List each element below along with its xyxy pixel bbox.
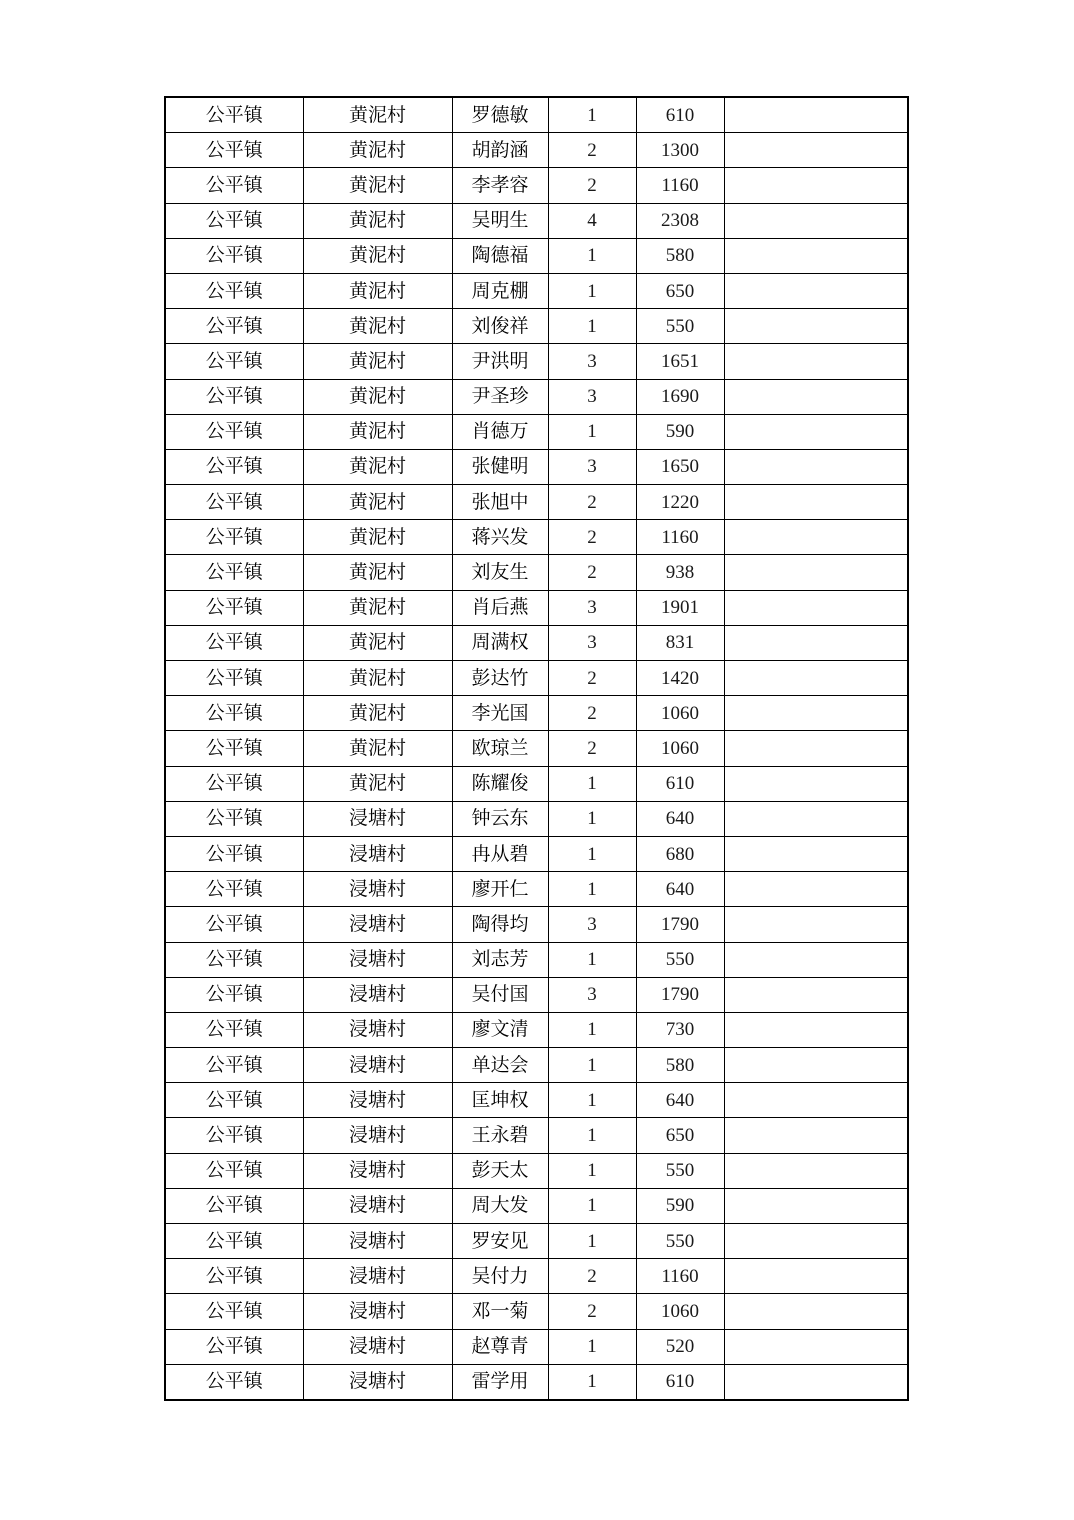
town-cell: 公平镇 xyxy=(165,801,303,836)
town-cell: 公平镇 xyxy=(165,872,303,907)
name-cell: 陶得均 xyxy=(452,907,548,942)
village-cell: 黄泥村 xyxy=(303,133,452,168)
name-cell: 张健明 xyxy=(452,449,548,484)
amount-cell: 550 xyxy=(636,1224,724,1259)
household-members-cell: 4 xyxy=(548,203,636,238)
household-members-cell: 1 xyxy=(548,97,636,133)
remark-cell xyxy=(724,97,908,133)
amount-cell: 1690 xyxy=(636,379,724,414)
village-cell: 黄泥村 xyxy=(303,766,452,801)
name-cell: 罗安见 xyxy=(452,1224,548,1259)
remark-cell xyxy=(724,449,908,484)
village-cell: 浸塘村 xyxy=(303,977,452,1012)
town-cell: 公平镇 xyxy=(165,344,303,379)
town-cell: 公平镇 xyxy=(165,1083,303,1118)
amount-cell: 1651 xyxy=(636,344,724,379)
village-cell: 黄泥村 xyxy=(303,273,452,308)
amount-cell: 520 xyxy=(636,1329,724,1364)
village-cell: 浸塘村 xyxy=(303,801,452,836)
remark-cell xyxy=(724,801,908,836)
name-cell: 罗德敏 xyxy=(452,97,548,133)
village-cell: 黄泥村 xyxy=(303,661,452,696)
household-members-cell: 1 xyxy=(548,273,636,308)
town-cell: 公平镇 xyxy=(165,449,303,484)
town-cell: 公平镇 xyxy=(165,977,303,1012)
town-cell: 公平镇 xyxy=(165,520,303,555)
remark-cell xyxy=(724,309,908,344)
household-members-cell: 1 xyxy=(548,1012,636,1047)
household-members-cell: 2 xyxy=(548,133,636,168)
benefit-list-table xyxy=(164,96,909,1401)
household-members-cell: 1 xyxy=(548,1153,636,1188)
village-cell: 浸塘村 xyxy=(303,1048,452,1083)
remark-cell xyxy=(724,1294,908,1329)
household-members-cell: 2 xyxy=(548,485,636,520)
amount-cell: 1650 xyxy=(636,449,724,484)
table-row xyxy=(165,1188,908,1223)
amount-cell: 1160 xyxy=(636,520,724,555)
remark-cell xyxy=(724,1224,908,1259)
table-row xyxy=(165,168,908,203)
village-cell: 黄泥村 xyxy=(303,625,452,660)
amount-cell: 1790 xyxy=(636,907,724,942)
town-cell: 公平镇 xyxy=(165,414,303,449)
remark-cell xyxy=(724,731,908,766)
remark-cell xyxy=(724,485,908,520)
remark-cell xyxy=(724,133,908,168)
remark-cell xyxy=(724,203,908,238)
household-members-cell: 3 xyxy=(548,977,636,1012)
town-cell: 公平镇 xyxy=(165,309,303,344)
town-cell: 公平镇 xyxy=(165,1224,303,1259)
household-members-cell: 2 xyxy=(548,555,636,590)
table-row xyxy=(165,273,908,308)
village-cell: 浸塘村 xyxy=(303,1294,452,1329)
amount-cell: 1060 xyxy=(636,696,724,731)
household-members-cell: 2 xyxy=(548,1259,636,1294)
table-row xyxy=(165,1118,908,1153)
town-cell: 公平镇 xyxy=(165,97,303,133)
remark-cell xyxy=(724,977,908,1012)
village-cell: 黄泥村 xyxy=(303,309,452,344)
name-cell: 蒋兴发 xyxy=(452,520,548,555)
remark-cell xyxy=(724,1083,908,1118)
household-members-cell: 1 xyxy=(548,942,636,977)
name-cell: 尹圣珍 xyxy=(452,379,548,414)
household-members-cell: 3 xyxy=(548,344,636,379)
table-row xyxy=(165,379,908,414)
remark-cell xyxy=(724,1012,908,1047)
town-cell: 公平镇 xyxy=(165,590,303,625)
household-members-cell: 2 xyxy=(548,1294,636,1329)
table-row xyxy=(165,203,908,238)
name-cell: 周克棚 xyxy=(452,273,548,308)
remark-cell xyxy=(724,1153,908,1188)
household-members-cell: 1 xyxy=(548,1118,636,1153)
table-row xyxy=(165,238,908,273)
household-members-cell: 1 xyxy=(548,766,636,801)
household-members-cell: 2 xyxy=(548,696,636,731)
village-cell: 浸塘村 xyxy=(303,1118,452,1153)
amount-cell: 640 xyxy=(636,872,724,907)
name-cell: 肖后燕 xyxy=(452,590,548,625)
village-cell: 浸塘村 xyxy=(303,836,452,871)
amount-cell: 610 xyxy=(636,1364,724,1400)
name-cell: 邓一菊 xyxy=(452,1294,548,1329)
household-members-cell: 1 xyxy=(548,1364,636,1400)
name-cell: 周大发 xyxy=(452,1188,548,1223)
town-cell: 公平镇 xyxy=(165,1294,303,1329)
name-cell: 周满权 xyxy=(452,625,548,660)
table-row xyxy=(165,1083,908,1118)
amount-cell: 610 xyxy=(636,97,724,133)
town-cell: 公平镇 xyxy=(165,625,303,660)
name-cell: 吴付力 xyxy=(452,1259,548,1294)
household-members-cell: 1 xyxy=(548,1224,636,1259)
table-row xyxy=(165,1012,908,1047)
village-cell: 浸塘村 xyxy=(303,907,452,942)
name-cell: 彭达竹 xyxy=(452,661,548,696)
remark-cell xyxy=(724,555,908,590)
amount-cell: 1220 xyxy=(636,485,724,520)
amount-cell: 580 xyxy=(636,238,724,273)
village-cell: 浸塘村 xyxy=(303,872,452,907)
table-row xyxy=(165,907,908,942)
remark-cell xyxy=(724,520,908,555)
household-members-cell: 1 xyxy=(548,801,636,836)
table-row xyxy=(165,1259,908,1294)
name-cell: 彭天太 xyxy=(452,1153,548,1188)
amount-cell: 730 xyxy=(636,1012,724,1047)
household-members-cell: 1 xyxy=(548,1188,636,1223)
village-cell: 黄泥村 xyxy=(303,97,452,133)
village-cell: 黄泥村 xyxy=(303,590,452,625)
household-members-cell: 1 xyxy=(548,414,636,449)
village-cell: 黄泥村 xyxy=(303,449,452,484)
remark-cell xyxy=(724,1329,908,1364)
household-members-cell: 3 xyxy=(548,590,636,625)
village-cell: 黄泥村 xyxy=(303,731,452,766)
town-cell: 公平镇 xyxy=(165,168,303,203)
amount-cell: 550 xyxy=(636,1153,724,1188)
town-cell: 公平镇 xyxy=(165,907,303,942)
remark-cell xyxy=(724,1364,908,1400)
village-cell: 黄泥村 xyxy=(303,485,452,520)
amount-cell: 938 xyxy=(636,555,724,590)
village-cell: 浸塘村 xyxy=(303,942,452,977)
town-cell: 公平镇 xyxy=(165,731,303,766)
remark-cell xyxy=(724,907,908,942)
amount-cell: 1160 xyxy=(636,1259,724,1294)
amount-cell: 550 xyxy=(636,309,724,344)
table-row xyxy=(165,696,908,731)
amount-cell: 550 xyxy=(636,942,724,977)
village-cell: 浸塘村 xyxy=(303,1188,452,1223)
table-row xyxy=(165,520,908,555)
table-row xyxy=(165,449,908,484)
town-cell: 公平镇 xyxy=(165,1153,303,1188)
amount-cell: 831 xyxy=(636,625,724,660)
name-cell: 廖文清 xyxy=(452,1012,548,1047)
table-row xyxy=(165,801,908,836)
table-row xyxy=(165,872,908,907)
amount-cell: 1901 xyxy=(636,590,724,625)
amount-cell: 650 xyxy=(636,273,724,308)
table-row xyxy=(165,731,908,766)
household-members-cell: 1 xyxy=(548,1329,636,1364)
remark-cell xyxy=(724,273,908,308)
amount-cell: 640 xyxy=(636,801,724,836)
name-cell: 尹洪明 xyxy=(452,344,548,379)
amount-cell: 610 xyxy=(636,766,724,801)
amount-cell: 590 xyxy=(636,1188,724,1223)
remark-cell xyxy=(724,168,908,203)
town-cell: 公平镇 xyxy=(165,942,303,977)
household-members-cell: 1 xyxy=(548,836,636,871)
town-cell: 公平镇 xyxy=(165,1329,303,1364)
table-row xyxy=(165,1329,908,1364)
household-members-cell: 1 xyxy=(548,872,636,907)
amount-cell: 680 xyxy=(636,836,724,871)
village-cell: 黄泥村 xyxy=(303,520,452,555)
household-members-cell: 2 xyxy=(548,731,636,766)
table-row xyxy=(165,661,908,696)
amount-cell: 1790 xyxy=(636,977,724,1012)
table-row xyxy=(165,309,908,344)
remark-cell xyxy=(724,1259,908,1294)
remark-cell xyxy=(724,836,908,871)
remark-cell xyxy=(724,872,908,907)
table-row xyxy=(165,625,908,660)
village-cell: 浸塘村 xyxy=(303,1012,452,1047)
name-cell: 陈耀俊 xyxy=(452,766,548,801)
table-row xyxy=(165,133,908,168)
household-members-cell: 2 xyxy=(548,520,636,555)
village-cell: 浸塘村 xyxy=(303,1364,452,1400)
table-row xyxy=(165,414,908,449)
village-cell: 黄泥村 xyxy=(303,238,452,273)
name-cell: 刘俊祥 xyxy=(452,309,548,344)
village-cell: 浸塘村 xyxy=(303,1224,452,1259)
village-cell: 浸塘村 xyxy=(303,1329,452,1364)
table-row xyxy=(165,766,908,801)
town-cell: 公平镇 xyxy=(165,661,303,696)
amount-cell: 2308 xyxy=(636,203,724,238)
name-cell: 廖开仁 xyxy=(452,872,548,907)
name-cell: 匡坤权 xyxy=(452,1083,548,1118)
table-row xyxy=(165,977,908,1012)
town-cell: 公平镇 xyxy=(165,1118,303,1153)
village-cell: 浸塘村 xyxy=(303,1259,452,1294)
village-cell: 黄泥村 xyxy=(303,414,452,449)
town-cell: 公平镇 xyxy=(165,1188,303,1223)
name-cell: 雷学用 xyxy=(452,1364,548,1400)
remark-cell xyxy=(724,766,908,801)
remark-cell xyxy=(724,379,908,414)
household-members-cell: 3 xyxy=(548,449,636,484)
remark-cell xyxy=(724,1048,908,1083)
town-cell: 公平镇 xyxy=(165,555,303,590)
amount-cell: 1160 xyxy=(636,168,724,203)
household-members-cell: 3 xyxy=(548,625,636,660)
household-members-cell: 1 xyxy=(548,1083,636,1118)
table-row xyxy=(165,1153,908,1188)
remark-cell xyxy=(724,625,908,660)
name-cell: 单达会 xyxy=(452,1048,548,1083)
name-cell: 张旭中 xyxy=(452,485,548,520)
table-row xyxy=(165,485,908,520)
village-cell: 浸塘村 xyxy=(303,1083,452,1118)
town-cell: 公平镇 xyxy=(165,203,303,238)
name-cell: 钟云东 xyxy=(452,801,548,836)
village-cell: 黄泥村 xyxy=(303,344,452,379)
table-row xyxy=(165,344,908,379)
household-members-cell: 2 xyxy=(548,661,636,696)
name-cell: 陶德福 xyxy=(452,238,548,273)
name-cell: 冉从碧 xyxy=(452,836,548,871)
remark-cell xyxy=(724,942,908,977)
town-cell: 公平镇 xyxy=(165,273,303,308)
name-cell: 刘友生 xyxy=(452,555,548,590)
household-members-cell: 1 xyxy=(548,1048,636,1083)
amount-cell: 640 xyxy=(636,1083,724,1118)
town-cell: 公平镇 xyxy=(165,1259,303,1294)
amount-cell: 1060 xyxy=(636,1294,724,1329)
remark-cell xyxy=(724,590,908,625)
amount-cell: 1300 xyxy=(636,133,724,168)
table-row xyxy=(165,97,908,133)
amount-cell: 580 xyxy=(636,1048,724,1083)
name-cell: 赵尊青 xyxy=(452,1329,548,1364)
village-cell: 黄泥村 xyxy=(303,379,452,414)
table-row xyxy=(165,1048,908,1083)
town-cell: 公平镇 xyxy=(165,766,303,801)
table-row xyxy=(165,1294,908,1329)
amount-cell: 1420 xyxy=(636,661,724,696)
table-row xyxy=(165,1364,908,1400)
name-cell: 吴明生 xyxy=(452,203,548,238)
remark-cell xyxy=(724,344,908,379)
household-members-cell: 3 xyxy=(548,907,636,942)
town-cell: 公平镇 xyxy=(165,1048,303,1083)
town-cell: 公平镇 xyxy=(165,1364,303,1400)
table-row xyxy=(165,942,908,977)
table-row xyxy=(165,590,908,625)
table-row xyxy=(165,1224,908,1259)
name-cell: 肖德万 xyxy=(452,414,548,449)
name-cell: 李光国 xyxy=(452,696,548,731)
name-cell: 胡韵涵 xyxy=(452,133,548,168)
village-cell: 浸塘村 xyxy=(303,1153,452,1188)
remark-cell xyxy=(724,1188,908,1223)
table-row xyxy=(165,555,908,590)
town-cell: 公平镇 xyxy=(165,379,303,414)
table-row xyxy=(165,836,908,871)
village-cell: 黄泥村 xyxy=(303,555,452,590)
name-cell: 吴付国 xyxy=(452,977,548,1012)
household-members-cell: 1 xyxy=(548,309,636,344)
town-cell: 公平镇 xyxy=(165,485,303,520)
remark-cell xyxy=(724,238,908,273)
town-cell: 公平镇 xyxy=(165,238,303,273)
name-cell: 欧琼兰 xyxy=(452,731,548,766)
town-cell: 公平镇 xyxy=(165,836,303,871)
amount-cell: 650 xyxy=(636,1118,724,1153)
amount-cell: 1060 xyxy=(636,731,724,766)
remark-cell xyxy=(724,414,908,449)
village-cell: 黄泥村 xyxy=(303,168,452,203)
town-cell: 公平镇 xyxy=(165,133,303,168)
household-members-cell: 3 xyxy=(548,379,636,414)
remark-cell xyxy=(724,1118,908,1153)
household-members-cell: 1 xyxy=(548,238,636,273)
name-cell: 王永碧 xyxy=(452,1118,548,1153)
household-members-cell: 2 xyxy=(548,168,636,203)
name-cell: 刘志芳 xyxy=(452,942,548,977)
name-cell: 李孝容 xyxy=(452,168,548,203)
remark-cell xyxy=(724,696,908,731)
town-cell: 公平镇 xyxy=(165,696,303,731)
amount-cell: 590 xyxy=(636,414,724,449)
table-body xyxy=(165,97,908,1400)
village-cell: 黄泥村 xyxy=(303,696,452,731)
remark-cell xyxy=(724,661,908,696)
village-cell: 黄泥村 xyxy=(303,203,452,238)
town-cell: 公平镇 xyxy=(165,1012,303,1047)
